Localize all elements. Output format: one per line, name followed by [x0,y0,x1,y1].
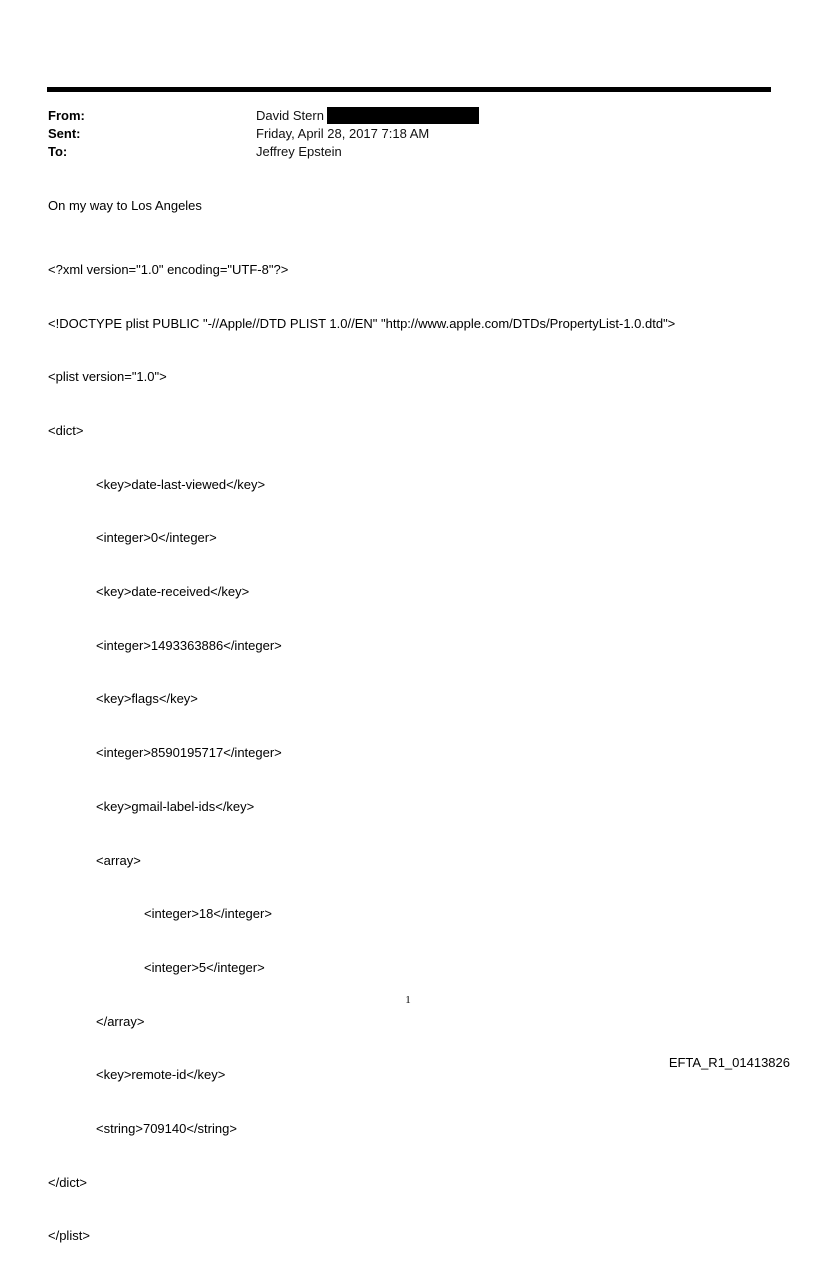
to-label: To: [48,144,68,159]
code-line: <integer>5</integer> [144,959,265,975]
page-number: 1 [405,994,411,1006]
code-line: <integer>8590195717</integer> [96,745,282,761]
code-line: <key>flags</key> [96,691,198,707]
plist-code-block [48,225,675,1263]
code-line-doctype: <!DOCTYPE plist PUBLIC "-//Apple//DTD PLIST 1.0//EN" "http://www.apple.com/DTDs/PropertyList-1.0.dtd"> [48,315,676,331]
sent-value: Friday, April 28, 2017 7:18 AM [256,126,430,141]
from-value [256,107,479,125]
email-body: On my way to Los Angeles [48,198,202,213]
document-id: EFTA_R1_01413826 [668,1055,790,1070]
code-line-plist-open: <plist version="1.0"> [48,369,167,385]
code-line: <integer>0</integer> [96,530,217,546]
to-row [48,143,768,161]
header-rule [47,87,771,92]
to-value: Jeffrey Epstein [256,144,342,159]
from-row [48,107,768,125]
code-line-plist-close: </plist> [48,1228,90,1244]
sent-label: Sent: [48,126,81,141]
code-line: <key>remote-id</key> [96,1067,226,1083]
code-line: <array> [96,852,141,868]
redaction-box [327,107,479,124]
email-header [48,107,768,161]
from-label: From: [48,108,85,123]
code-line: <key>date-received</key> [96,584,250,600]
code-line: </array> [96,1013,145,1029]
code-line: <integer>18</integer> [144,906,272,922]
code-line: <key>date-last-viewed</key> [96,476,266,492]
code-line: <key>gmail-label-ids</key> [96,798,255,814]
sender-name: David Stern [256,108,324,123]
sent-row [48,125,768,143]
code-line-xml-decl: <?xml version="1.0" encoding="UTF-8"?> [48,261,289,277]
code-line: <string>709140</string> [96,1121,237,1137]
code-line: <integer>1493363886</integer> [96,637,282,653]
code-line-dict-close: </dict> [48,1174,88,1190]
code-line-dict-open: <dict> [48,422,84,438]
